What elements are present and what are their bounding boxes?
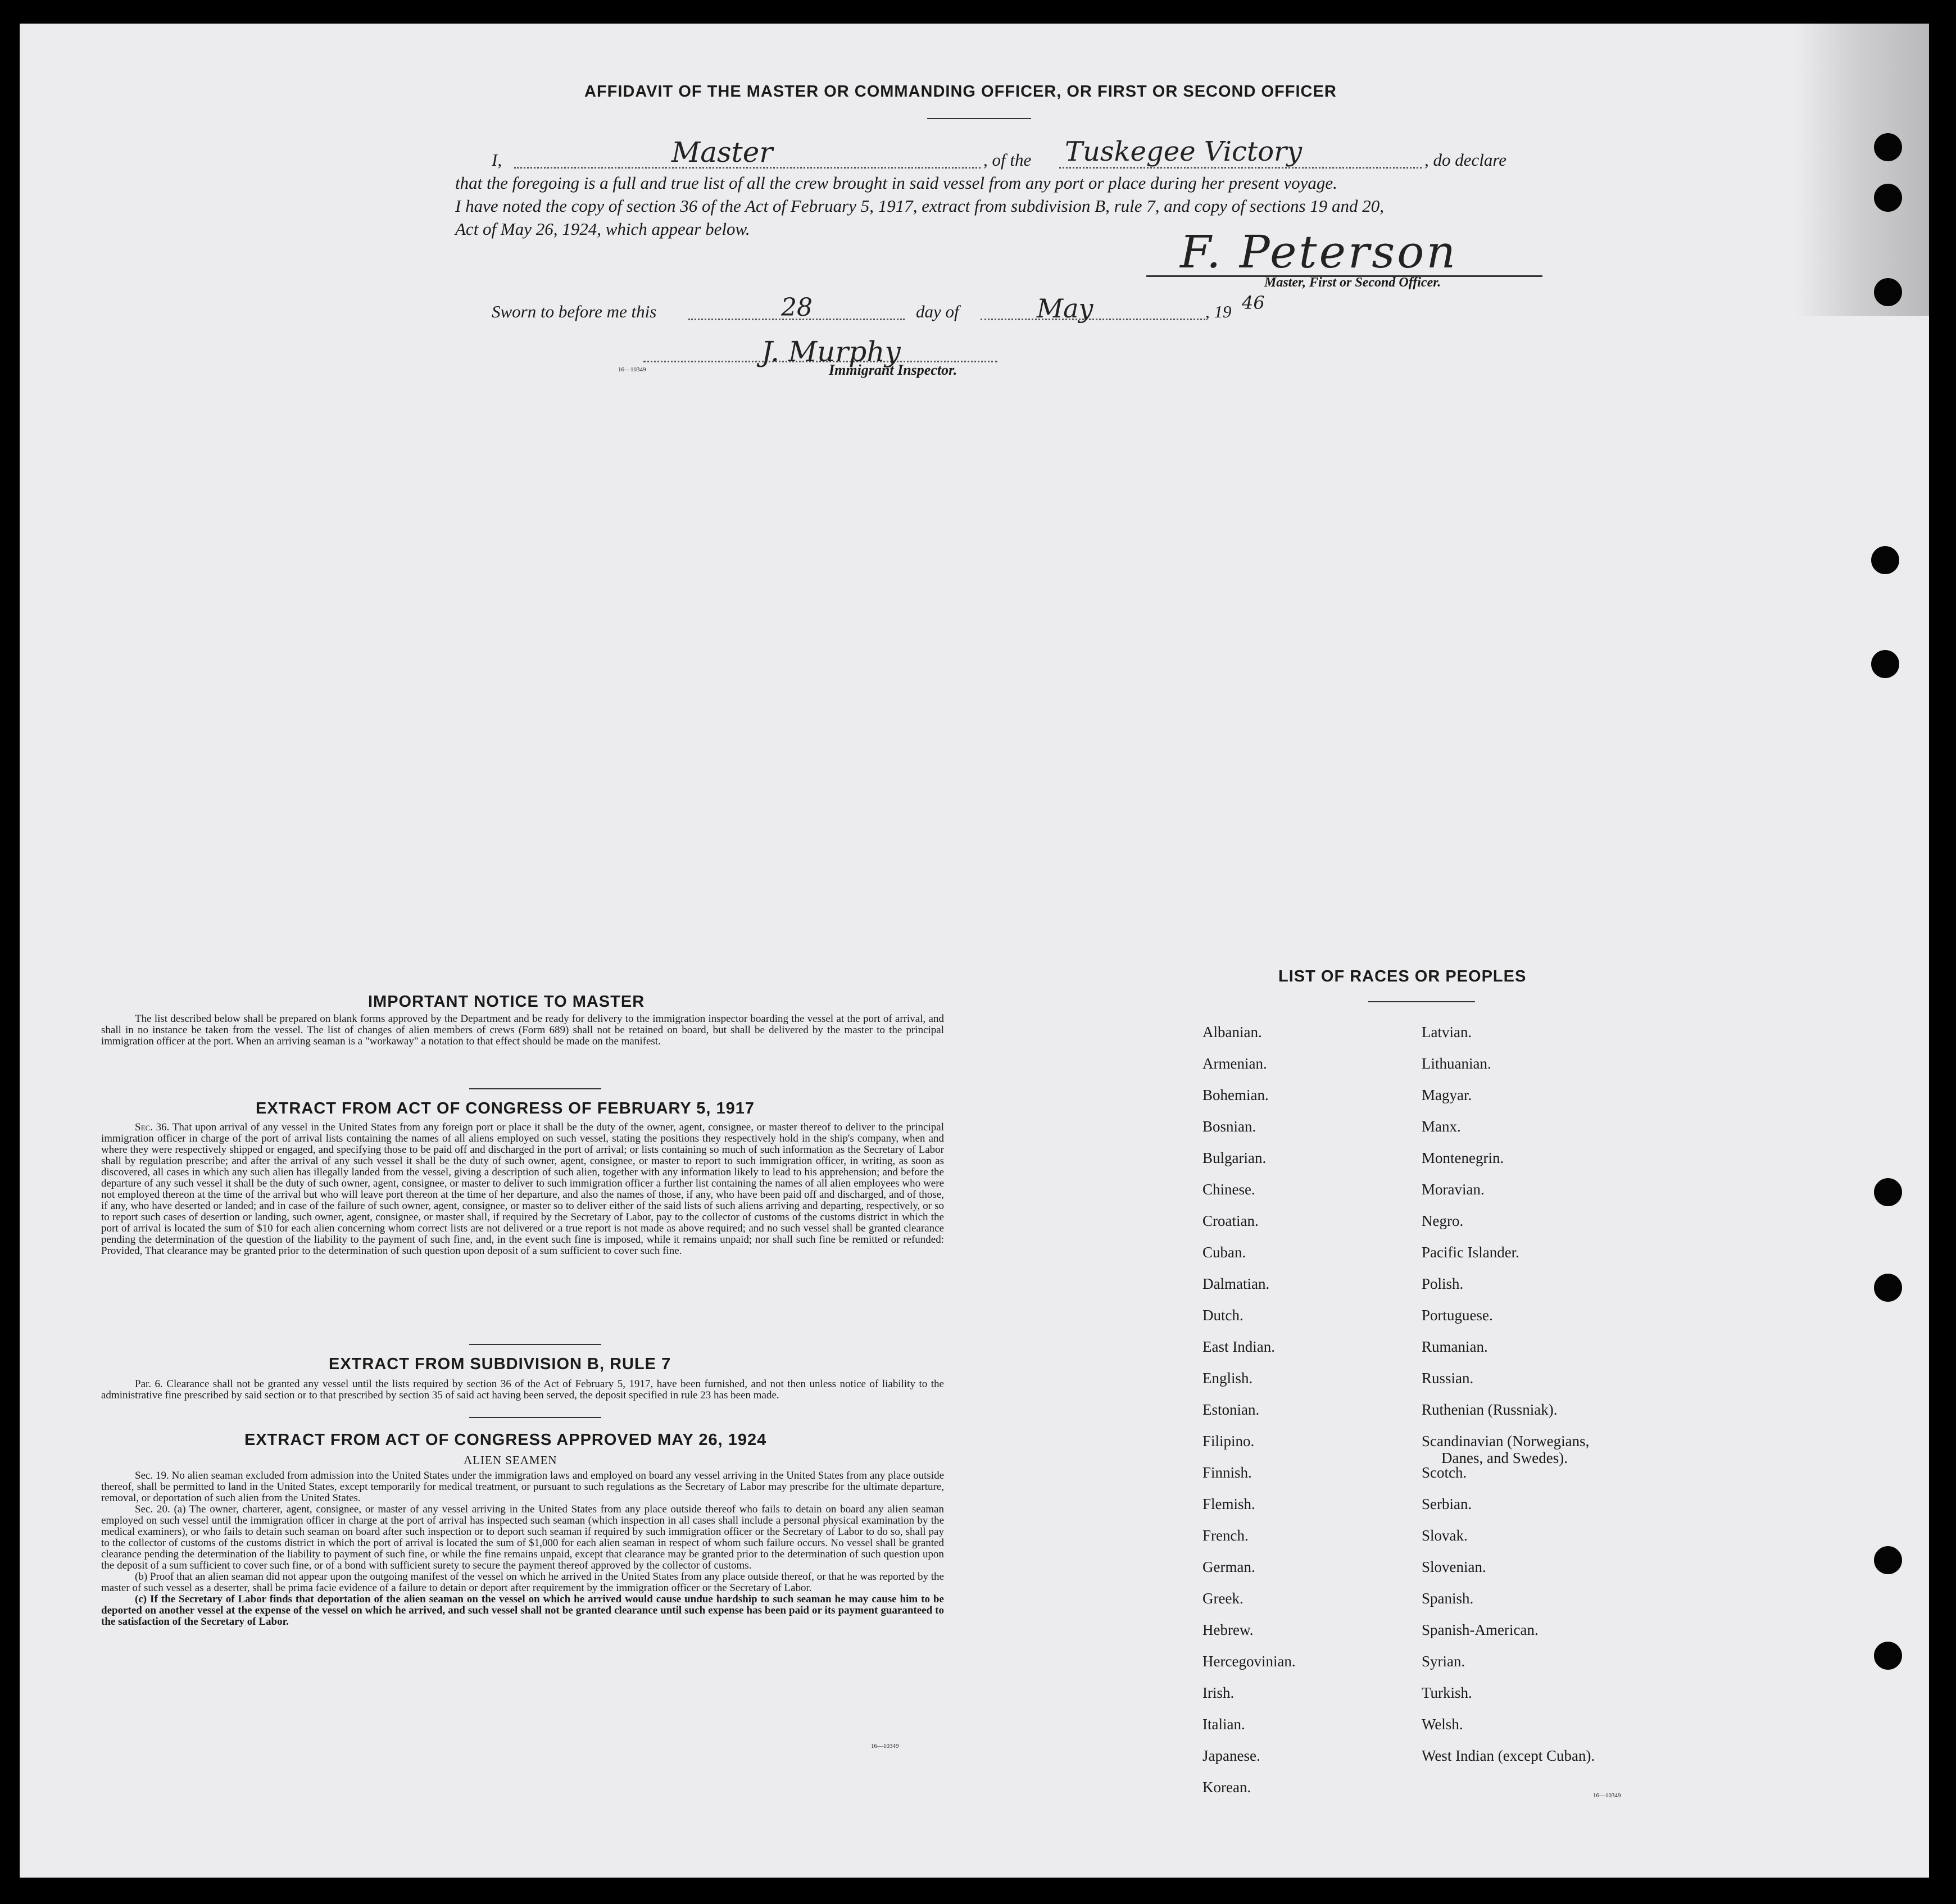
notice-text: The list described below shall be prepared on blank forms approved by the Department and be ready for delivery to the immigration inspector boarding the vessel at the port of arrival, and shall in no instance be taken from the vessel. The list of changes of alien members of crews (Form 689) shall not be retained on board, but shall be delivered by the master to the principal immigration officer at the port. When an arriving seaman is a "workaway" a notation to that effect should be made on the manifest. [101,1013,944,1047]
race-item: Lithuanian. [1422,1055,1491,1072]
punch-hole [1874,1178,1902,1206]
punch-hole [1874,278,1902,306]
race-item: Rumanian. [1422,1338,1488,1355]
race-item: Manx. [1422,1118,1461,1135]
race-item: Magyar. [1422,1087,1472,1103]
master-signature-caption: Master, First or Second Officer. [1264,275,1441,290]
race-item: Polish. [1422,1275,1464,1292]
punch-hole [1871,650,1899,678]
race-item: Korean. [1202,1779,1251,1796]
race-item: Portuguese. [1422,1307,1493,1324]
section-19-text: Sec. 19. No alien seaman excluded from admission into the United States under the immigration laws and employed on board any vessel arriving in the United States from any place outside thereof, shall be permitted to land in the United States, except temporarily for medical treatment, or pursuant to such regulations as the Secretary of Labor may prescribe for the ultimate departure, removal, or deportation of such alien from the United States. [101,1470,944,1504]
position-handwritten: Master [671,136,773,169]
race-item: Syrian. [1422,1653,1465,1670]
race-item: Welsh. [1422,1716,1463,1733]
race-item: West Indian (except Cuban). [1422,1747,1595,1764]
race-item: Hebrew. [1202,1621,1254,1638]
race-item: Hercegovinian. [1202,1653,1296,1670]
inspector-caption: Immigrant Inspector. [829,362,957,378]
punch-hole [1874,1274,1902,1302]
do-declare-label: , do declare [1424,150,1507,170]
declaration-line-3: I have noted the copy of section 36 of the Act of February 5, 1917, extract from subdivision B, rule 7, and copy of sections 19 and 20, [455,196,1385,216]
race-item: Estonian. [1202,1401,1260,1418]
race-item: Danes, and Swedes). [1441,1449,1568,1466]
race-item: East Indian. [1202,1338,1275,1355]
race-item: Negro. [1422,1212,1464,1229]
race-item: Scandinavian (Norwegians, [1422,1433,1590,1449]
sworn-label: Sworn to before me this [492,302,657,321]
extract-1917-text [101,1122,944,1257]
races-title: LIST OF RACES OR PEOPLES [1278,967,1527,985]
race-item: Japanese. [1202,1747,1260,1764]
day-of-label: day of [916,302,959,321]
race-item: Latvian. [1422,1024,1472,1040]
race-item: Slovak. [1422,1527,1468,1544]
rule7-divider [469,1417,601,1418]
torn-corner [1795,24,1929,316]
extract-1924-title: EXTRACT FROM ACT OF CONGRESS APPROVED MAY 26, 1924 [244,1431,767,1449]
race-item: Greek. [1202,1590,1244,1607]
extract-1924-subtitle: ALIEN SEAMEN [464,1453,557,1467]
punch-hole [1874,1642,1902,1670]
rule7-title: EXTRACT FROM SUBDIVISION B, RULE 7 [329,1355,671,1373]
race-item: Moravian. [1422,1181,1485,1198]
race-item: Ruthenian (Russniak). [1422,1401,1558,1418]
race-item: Spanish-American. [1422,1621,1539,1638]
race-item: Croatian. [1202,1212,1259,1229]
race-item: Bulgarian. [1202,1149,1267,1166]
document-page [20,24,1929,1878]
race-item: Bosnian. [1202,1118,1256,1135]
race-item: Flemish. [1202,1496,1255,1512]
notice-title: IMPORTANT NOTICE TO MASTER [368,993,645,1011]
punch-hole [1874,133,1902,161]
section-20c-text: (c) If the Secretary of Labor finds that deportation of the alien seaman on the vessel on which he arrived would cause undue hardship to such seaman he may cause him to be deported on another vessel at the expense of the vessel on which he arrived, and such vessel shall not be granted clearance until such expense has been paid or its payment guaranteed to the satisfaction of the Secretary of Labor. [101,1593,944,1628]
rule7-text: Par. 6. Clearance shall not be granted any vessel until the lists required by section 36 of the Act of February 5, 1917, have been furnished, and not then unless notice of liability to the administrative fine prescribed by said section or to that prescribed by section 35 of said act having been served, the deposit specified in rule 23 has been made. [101,1378,944,1401]
extract-1924-body [101,1470,944,1628]
punch-hole [1874,1546,1902,1574]
race-item: Turkish. [1422,1684,1472,1701]
vessel-handwritten: Tuskegee Victory [1065,136,1303,167]
sworn-month: May [1037,293,1093,324]
section-20b-text: (b) Proof that an alien seaman did not appear upon the outgoing manifest of the vessel on which he arrived in the United States from any place outside thereof, or that he was reported by the master of such vessel as a deserter, shall be prima facie evidence of a failure to detain or deport after requirement by the immigration officer or the Secretary of Labor. [101,1571,944,1594]
section-20a-text: Sec. 20. (a) The owner, charterer, agent, consignee, or master of any vessel arriving in the United States from any place outside thereof who fails to detain on board any alien seaman employed on such vessel until the immigration officer in charge at the port of arrival has inspected such seaman (which inspection in all cases shall include a personal physical examination by the medical examiners), or who fails to detain such seaman on board after such inspection or to deport such seaman if required by such immigration officer or the Secretary of Labor to do so, shall pay to the collector of customs of the customs district in which the port of arrival is located the sum of $1,000 for each alien seaman in respect of whom such failure occurs. No vessel shall be granted clearance pending the determination of the liability to payment of such fine, or while the fine remains unpaid, except that clearance may be granted prior to the determination of such question upon the deposit of a sum sufficient to cover such fine, or of a bond with sufficient surety to secure the payment thereof approved by the collector of customs. [101,1503,944,1571]
punch-hole [1874,184,1902,212]
extract-1917-divider [469,1344,601,1345]
race-item: Irish. [1202,1684,1235,1701]
of-the-label: , of the [983,150,1032,170]
year-prefix: , 19 [1205,302,1232,321]
race-item: Pacific Islander. [1422,1244,1519,1261]
race-item: Albanian. [1202,1024,1262,1040]
race-item: Bohemian. [1202,1087,1269,1103]
race-item: Slovenian. [1422,1558,1486,1575]
race-item: French. [1202,1527,1249,1544]
notice-divider [469,1088,601,1089]
declaration-intro: I, [492,150,502,170]
race-item: Italian. [1202,1716,1245,1733]
affidavit-title: AFFIDAVIT OF THE MASTER OR COMMANDING OFFICER, OR FIRST OR SECOND OFFICER [584,83,1337,101]
race-item: Cuban. [1202,1244,1246,1261]
declaration-line-4: Act of May 26, 1924, which appear below. [455,219,750,239]
race-item: Montenegrin. [1422,1149,1504,1166]
race-item: Serbian. [1422,1496,1472,1512]
race-item: Finnish. [1202,1464,1252,1481]
sworn-day: 28 [781,293,813,322]
race-item: Spanish. [1422,1590,1474,1607]
race-item: Dutch. [1202,1307,1244,1324]
race-item: Dalmatian. [1202,1275,1270,1292]
punch-hole [1871,546,1899,574]
race-item: Filipino. [1202,1433,1255,1449]
race-item: Armenian. [1202,1055,1267,1072]
races-form-number: 16—10349 [1593,1792,1621,1799]
extract-form-number: 16—10349 [871,1743,899,1750]
races-divider [1368,1001,1475,1002]
master-signature: F. Peterson [1180,226,1458,278]
extract-1917-title: EXTRACT FROM ACT OF CONGRESS OF FEBRUARY 5, 1917 [256,1099,755,1117]
extract-1917-body: That upon arrival of any vessel in the United States from any foreign port or place it shall be the duty of the owner, agent, consignee, or master thereof to deliver to the principal immigration officer in charge of the port of arrival lists containing the names of all aliens employed on such vessel, stating the positions they respectively hold in the ship's company, when and where they were respectively shipped or engaged, and specifying those to be paid off and discharged in the port of arrival; or lists containing so much of such information as the Secretary of Labor shall by regulation prescribe; and after the arrival of any such vessel it shall be the duty of such owner, agent, consignee, or master to report to such immigration officer, in writing, as soon as discovered, all cases in which any such alien has illegally landed from the vessel, giving a description of such alien, together with any information likely to lead to his apprehension; and before the departure of any such vessel it shall be the duty of such owner, agent, consignee, or master to deliver to such immigration officer a further list containing the names of all alien employees who were not employed thereon at the time of the arrival but who will leave port thereon at the time of her departure, and also the names of those, if any, who have been paid off and discharged, and of those, if any, who have deserted or landed; and in case of the failure of such owner, agent, consignee, or master so to deliver either of the said lists of such aliens arriving and departing, respectively, or so to report such cases of desertion or landing, such owner, agent, consignee, or master shall, if required by the Secretary of Labor, pay to the collector of customs of the customs district in which the port of arrival is located the sum of $10 for each alien concerning whom correct lists are not delivered or a true report is not made as above required; and no such vessel shall be granted clearance pending the determination of the question of the liability to the payment of such fine, and, in the event such fine is imposed, while it remains unpaid; nor shall such fine be remitted or refunded: Provided, That clearance may be granted prior to the determination of such question upon deposit of a sum sufficient to cover such fine. [101,1121,944,1257]
race-item: Scotch. [1422,1464,1467,1481]
race-item: Russian. [1422,1370,1474,1387]
race-item: Chinese. [1202,1181,1255,1198]
declaration-line-2: that the foregoing is a full and true list of all the crew brought in said vessel from any port or place during her present voyage. [455,173,1337,193]
inspector-signature: J. Murphy [761,335,901,368]
race-item: English. [1202,1370,1253,1387]
title-divider [927,118,1031,119]
race-item: German. [1202,1558,1255,1575]
extract-1917-section-label: Sec. 36. [135,1121,170,1133]
form-number: 16—10349 [618,366,646,373]
sworn-year: 46 [1242,292,1265,313]
